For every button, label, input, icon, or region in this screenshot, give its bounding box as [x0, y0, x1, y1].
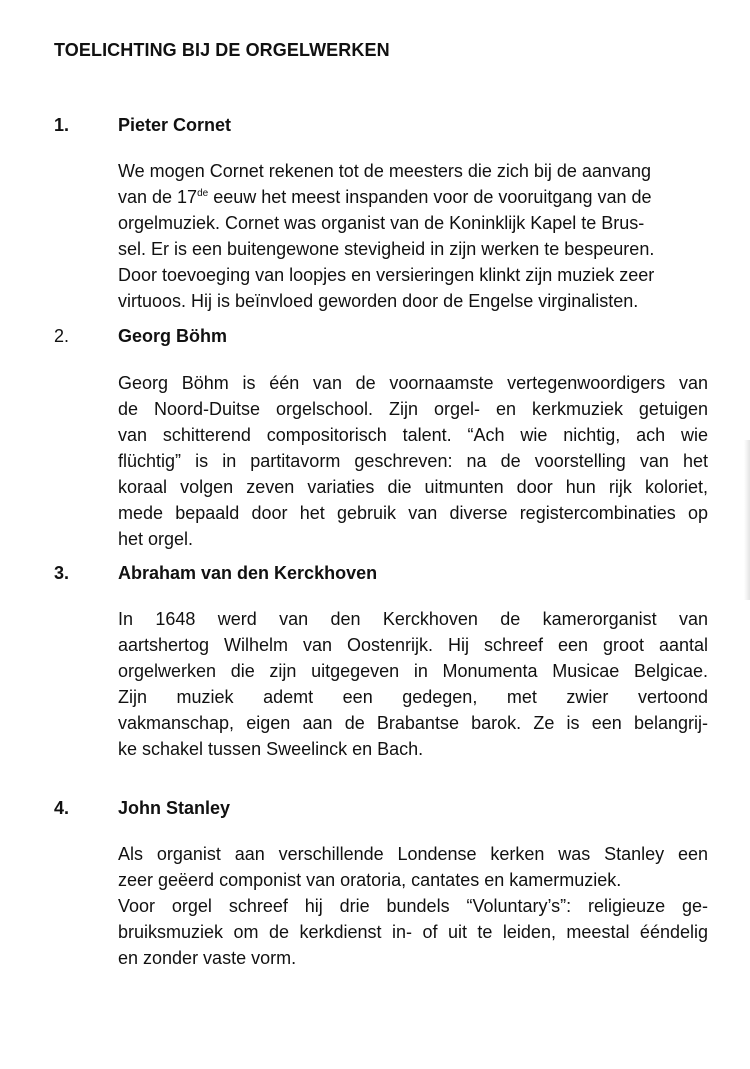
paragraph-line: en zonder vaste vorm.: [118, 948, 297, 968]
section-number: 1.: [54, 115, 70, 135]
document-title: TOELICHTING BIJ DE ORGELWERKEN: [54, 40, 390, 60]
section-heading: John Stanley: [118, 798, 231, 818]
section-paragraph: [118, 158, 708, 314]
section-number: 3.: [54, 563, 70, 583]
paragraph-line: koraal volgen zeven variaties die uitmunten door hun rijk koloriet,: [118, 477, 708, 497]
paragraph-line: van schitterend compositorisch talent. “Ach wie nichtig, ach wie: [118, 425, 708, 445]
paragraph-line: We mogen Cornet rekenen tot de meesters die zich bij de aanvang: [118, 161, 651, 181]
section-paragraph: [118, 841, 708, 971]
section-number: 4.: [54, 798, 70, 818]
section-heading: Georg Böhm: [118, 326, 228, 346]
paragraph-line: orgelwerken die zijn uitgegeven in Monumenta Musicae Belgicae.: [118, 661, 708, 681]
section-number: 2.: [54, 326, 70, 346]
section-paragraph: [118, 606, 708, 762]
section-heading: Pieter Cornet: [118, 115, 232, 135]
paragraph-line: aartshertog Wilhelm van Oostenrijk. Hij schreef een groot aantal: [118, 635, 708, 655]
section-heading: Abraham van den Kerckhoven: [118, 563, 378, 583]
paragraph-line: sel. Er is een buitengewone stevigheid in zijn werken te bespeuren.: [118, 239, 655, 259]
paragraph-line: de Noord-Duitse orgelschool. Zijn orgel- en kerkmuziek getuigen: [118, 399, 708, 419]
paragraph-line: virtuoos. Hij is beïnvloed geworden door de Engelse virginalisten.: [118, 291, 639, 311]
paragraph-line: ke schakel tussen Sweelinck en Bach.: [118, 739, 424, 759]
paragraph-line: bruiksmuziek om de kerkdienst in- of uit te leiden, meestal ééndelig: [118, 922, 708, 942]
paragraph-line: Zijn muziek ademt een gedegen, met zwier vertoond: [118, 687, 708, 707]
paragraph-line: mede bepaald door het gebruik van diverse registercombinaties op: [118, 503, 708, 523]
paragraph-line: flüchtig” is in partitavorm geschreven: na de voorstelling van het: [118, 451, 708, 471]
paragraph-line: Als organist aan verschillende Londense kerken was Stanley een: [118, 844, 708, 864]
superscript: de: [197, 188, 209, 199]
paragraph-line: Georg Böhm is één van de voornaamste vertegenwoordigers van: [118, 373, 708, 393]
section-paragraph: [118, 370, 708, 552]
paragraph-line: Voor orgel schreef hij drie bundels “Voluntary’s”: religieuze ge-: [118, 896, 708, 916]
paragraph-line: van de 17de eeuw het meest inspanden voor de vooruitgang van de: [118, 187, 652, 207]
paragraph-line: zeer geëerd componist van oratoria, cantates en kamermuziek.: [118, 870, 622, 890]
page-edge-shadow: [744, 440, 750, 600]
paragraph-line: Door toevoeging van loopjes en versieringen klinkt zijn muziek zeer: [118, 265, 655, 285]
paragraph-line: vakmanschap, eigen aan de Brabantse barok. Ze is een belangrij-: [118, 713, 708, 733]
paragraph-line: het orgel.: [118, 529, 194, 549]
paragraph-line: orgelmuziek. Cornet was organist van de Koninklijk Kapel te Brus-: [118, 213, 645, 233]
paragraph-line: In 1648 werd van den Kerckhoven de kamerorganist van: [118, 609, 708, 629]
